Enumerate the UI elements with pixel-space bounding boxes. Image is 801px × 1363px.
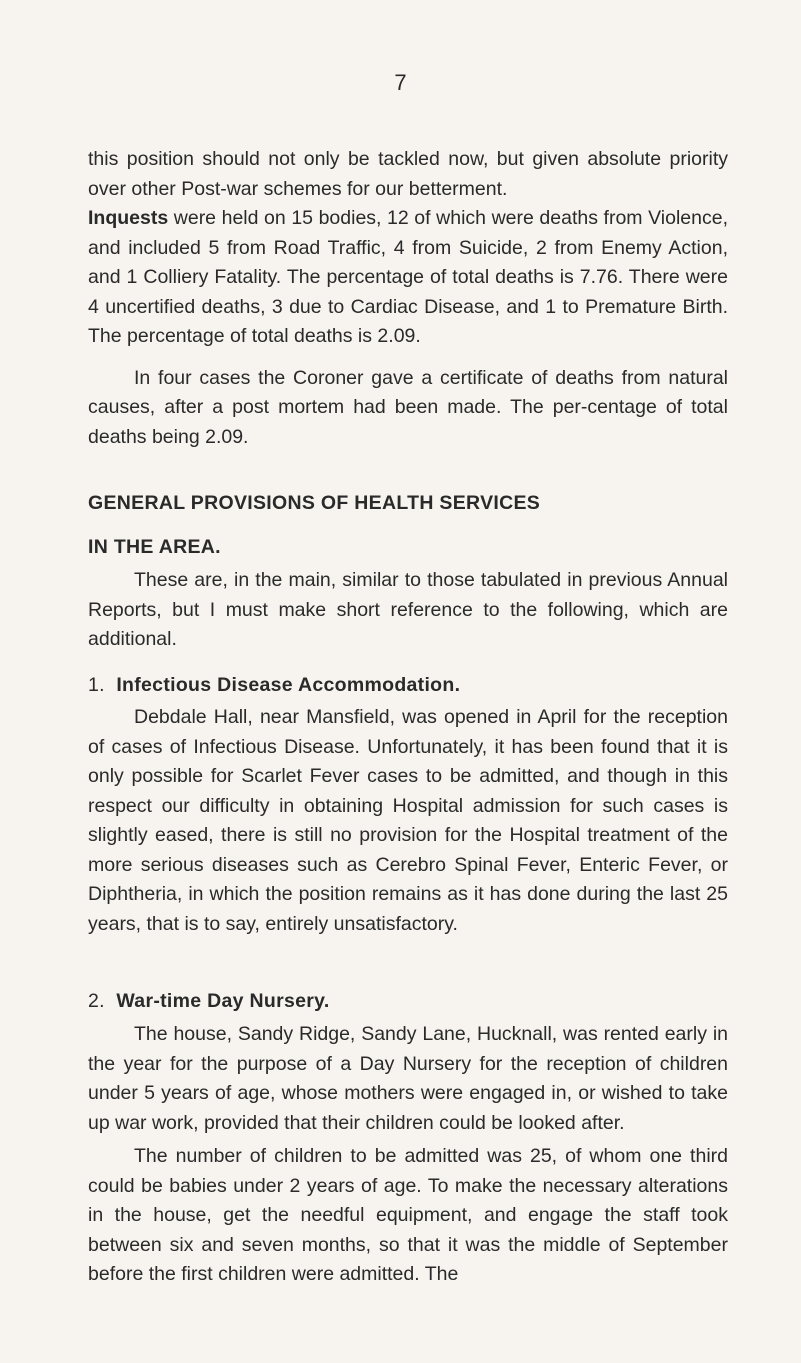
- subsection-title-2: War-time Day Nursery.: [116, 990, 330, 1012]
- paragraph-coroner: In four cases the Coroner gave a certificate of deaths from natural causes, after a post mortem had been made. The per-centage of total deaths being 2.09.: [88, 366, 728, 448]
- subsection-heading-1: [88, 674, 460, 697]
- infectious-disease-block: [88, 703, 728, 939]
- provisions-intro: [88, 566, 728, 655]
- page-number: 7: [394, 70, 407, 95]
- inquests-text: were held on 15 bodies, 12 of which were deaths from Violence, and included 5 from Road Traffic, 4 from Suicide, 2 from Enemy Action, and 1 Colliery Fatality. The percentage of total deaths is 7.76. There were 4 uncertified deaths, 3 due to Cardiac Disease, and 1 to Premature Birth. The percentage of total deaths is 2.09.: [88, 207, 728, 347]
- run-in-heading-inquests: Inquests: [88, 207, 169, 229]
- paragraph-continuation: this position should not only be tackled now, but given absolute priority over other Post-war schemes for our betterment.: [88, 148, 728, 200]
- subsection-number-1: 1.: [88, 674, 105, 696]
- intro-block: [88, 145, 728, 452]
- paragraph-sandy-ridge: The house, Sandy Ridge, Sandy Lane, Hucknall, was rented early in the year for the purpose of a Day Nursery for the reception of children under 5 years of age, whose mothers were engaged in, or wished to take up war work, provided that their children could be looked after.: [88, 1023, 728, 1134]
- subsection-number-2: 2.: [88, 990, 105, 1012]
- paragraph-debdale-hall: Debdale Hall, near Mansfield, was opened in April for the reception of cases of Infectious Disease. Unfortunately, it has been found that it is only possible for Scarlet Fever cases to be admitted, and though in this respect our difficulty in obtaining Hospital admission for such cases is slightly eased, there is still no provision for the Hospital treatment of the more serious diseases such as Cerebro Spinal Fever, Enteric Fever, or Diphtheria, in which the position remains as it has done during the last 25 years, that is to say, entirely unsatisfactory.: [88, 706, 728, 935]
- section-heading-line-2: IN THE AREA.: [88, 536, 221, 558]
- day-nursery-block: [88, 1020, 728, 1290]
- paragraph-inquests: [88, 204, 728, 352]
- section-heading-line-1: GENERAL PROVISIONS OF HEALTH SERVICES: [88, 492, 541, 514]
- paragraph-children-admitted: The number of children to be admitted was 25, of whom one third could be babies under 2 years of age. To make the necessary alterations in the house, get the needful equipment, and engage the staff took between six and seven months, so that it was the middle of September before the first children were admitted. The: [88, 1145, 728, 1285]
- subsection-title-1: Infectious Disease Accommodation.: [116, 674, 461, 696]
- paragraph-provisions: These are, in the main, similar to those tabulated in previous Annual Reports, but I must make short reference to the following, which are additional.: [88, 569, 728, 650]
- subsection-heading-2: [88, 990, 330, 1013]
